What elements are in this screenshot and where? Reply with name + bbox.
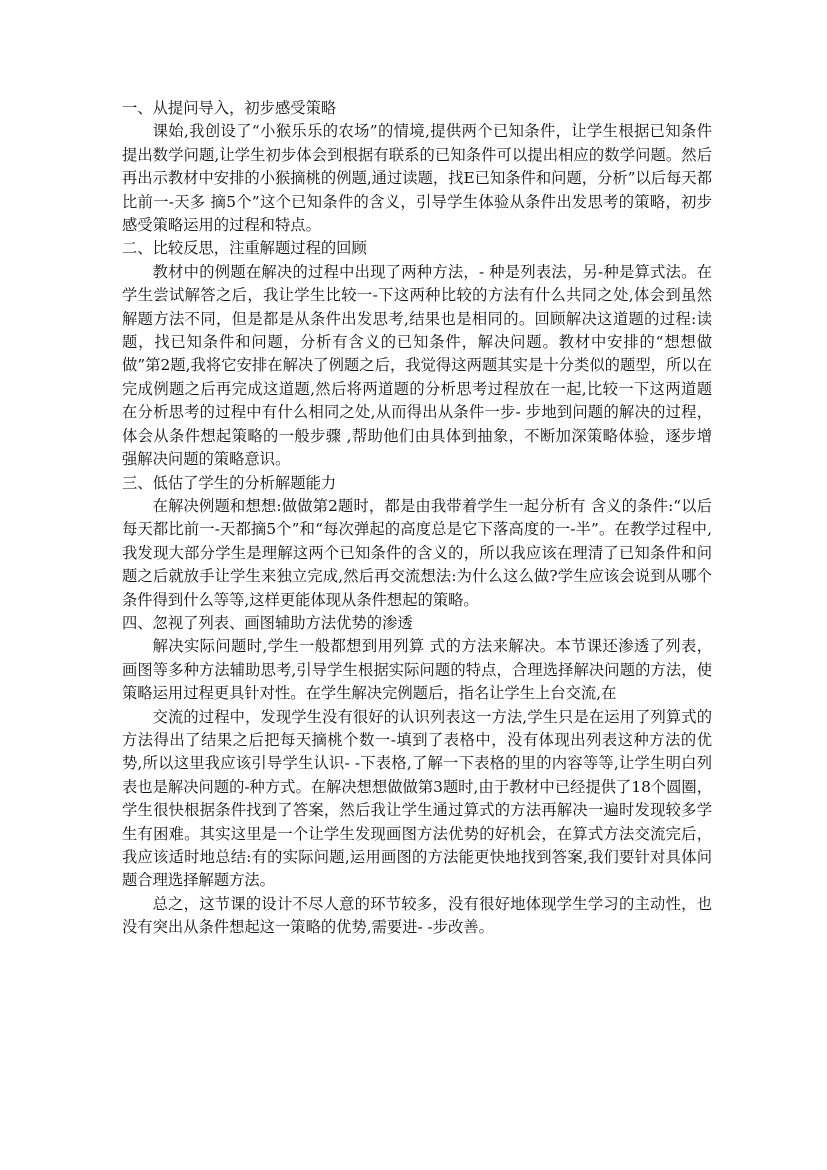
section-3-paragraph-1: 在解决例题和想想:做做第2题时，都是由我带着学生一起分析有 含义的条件:“以后每天都比前一-天都摘5个”和“每次弹起的高度总是它下落高度的一-半”。在教学过程中,我发现大部分学生是理解这两个已知条件的含义的，所以我应该在理清了已知条件和问题之后就放手让学生来独立完成,然后再交流想法:为什么这么做?学生应该会说到从哪个条件得到什么等等,这样更能体现从条件想起的策略。	[122, 496, 712, 609]
section-1-paragraph-1: 课始,我创设了“小猴乐乐的农场”的情境,提供两个已知条件，让学生根据已知条件提出数学问题,让学生初步体会到根据有联系的已知条件可以提出相应的数学问题。然后再出示教材中安排的小猴摘桃的例题,通过读题，找E已知条件和问题，分析”以后每天都比前一-天多 摘5个”这个已知条件的含义，引导学生体验从条件出发思考的策略，初步感受策略运用的过程和特点。	[122, 122, 712, 235]
section-heading-4: 四、忽视了列表、画图辅助方法优势的渗透	[122, 613, 413, 632]
conclusion-paragraph: 总之，这节课的设计不尽人意的环节较多，没有很好地体现学生学习的主动性，也没有突出从条件想起这一策略的优势,需要进- -步改善。	[122, 894, 712, 937]
section-heading-1: 一、从提问导入，初步感受策略	[122, 99, 337, 117]
section-4-paragraph-1: 解决实际问题时,学生一般都想到用列算 式的方法来解决。本节课还渗透了列表，画图等多种方法辅助思考,引导学生根据实际问题的特点，合理选择解决问题的方法，使策略运用过程更具针对性。在学生解决完例题后，指名让学生上台交流,在	[122, 637, 712, 703]
section-2-paragraph-1: 教材中的例题在解决的过程中出现了两种方法，- 种是列表法，另-种是算式法。在学生尝试解答之后，我让学生比较一-下这两种比较的方法有什么共同之处,体会到虽然解题方法不同，但是都是从条件出发思考,结果也是相同的。回顾解决这道题的过程:读题，找已知条件和问题，分析有含义的已知条件，解决问题。教材中安排的“想想做做”第2题,我将它安排在解决了例题之后，我觉得这两题其实是十分类似的题型，所以在完成例题之后再完成这道题,然后将两道题的分析思考过程放在一起,比较一下这两道题在分析思考的过程中有什么相同之处,从而得出从条件一步- 步地到问题的解决的过程，体会从条件想起策略的一般步骤 ,帮助他们由具体到抽象，不断加深策略体验，逐步增强解决问题的策略意识。	[122, 262, 712, 469]
section-heading-2: 二、比较反思，注重解题过程的回顾	[122, 239, 367, 258]
section-4-paragraph-2: 交流的过程中，发现学生没有很好的认识列表这一方法,学生只是在运用了列算式的方法得出了结果之后把每天摘桃个数一-填到了表格中，没有体现出列表这种方法的优势,所以这里我应该引导学生认识- -下表格,了解一下表格的里的内容等等,让学生明白列表也是解决问题的-种方式。在解决想想做做第3题时,由于教材中已经提供了18个圆圈，学生很快根据条件找到了答案，然后我让学生通过算式的方法再解决一遍时发现较多学生有困难。其实这里是一个让学生发现画图方法优势的好机会，在算式方法交流完后，我应该适时地总结:有的实际问题,运用画图的方法能更快地找到答案,我们要针对具体问题合理选择解题方法。	[122, 707, 712, 890]
section-heading-3: 三、低估了学生的分析解题能力	[122, 473, 337, 492]
document-body	[122, 97, 712, 940]
